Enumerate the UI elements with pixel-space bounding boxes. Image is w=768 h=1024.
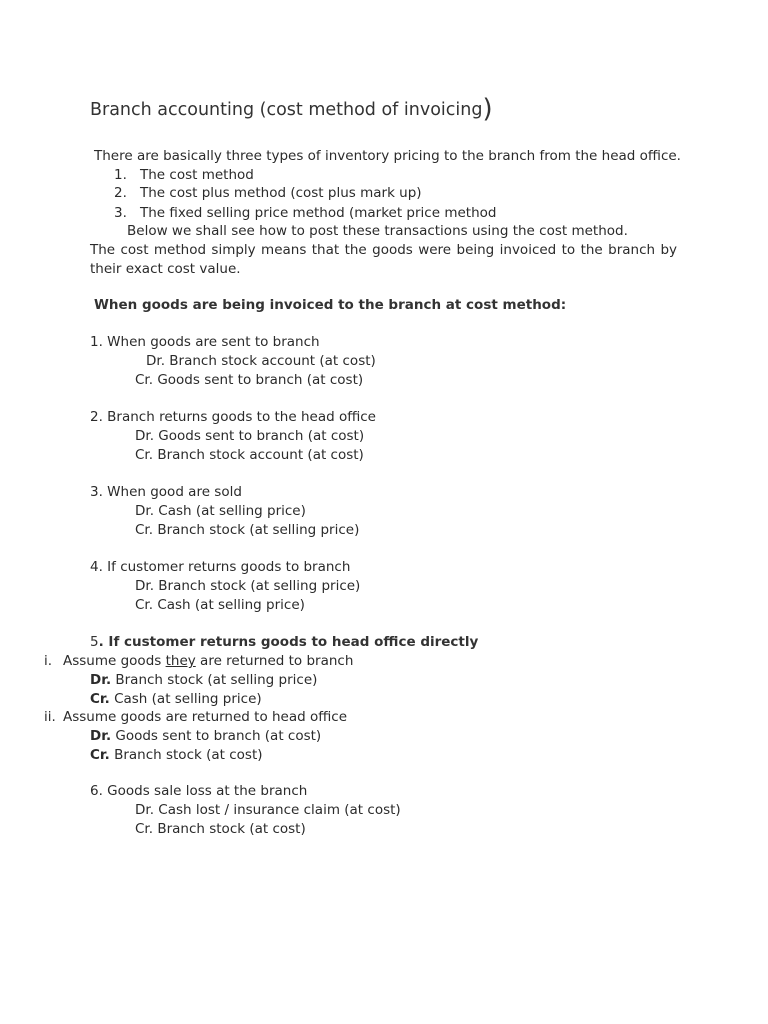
entry-4-title: 4. If customer returns goods to branch [90,559,351,575]
entry-1-debit: Dr. Branch stock account (at cost) [146,353,376,369]
entry-2-credit: Cr. Branch stock account (at cost) [135,447,364,463]
case-i-text-pre: Assume goods [63,653,166,669]
entry-2-title: 2. Branch returns goods to the head office [90,409,376,425]
entry-1-title: 1. When goods are sent to branch [90,334,320,350]
case-i-text-underlined: they [165,653,196,669]
case-i-text-post: are returned to branch [195,653,354,669]
case-i-credit-text: Cash (at selling price) [109,691,262,707]
case-ii-text: Assume goods are returned to head office [63,709,348,725]
pricing-method-3-text: The fixed selling price method (market price method [140,205,497,221]
case-ii-debit [90,727,321,745]
entry-3-credit: Cr. Branch stock (at selling price) [135,522,360,538]
case-ii-credit-label: Cr. [90,747,110,763]
cost-method-description-line2: their exact cost value. [90,261,241,277]
case-ii-marker: ii. [44,709,56,725]
case-ii-debit-text: Goods sent to branch (at cost) [111,728,322,744]
below-note: Below we shall see how to post these transactions using the cost method. [127,223,628,239]
entry-4-debit: Dr. Branch stock (at selling price) [135,578,361,594]
case-i-credit [90,690,262,708]
intro-paragraph: There are basically three types of inventory pricing to the branch from the head office. [94,148,681,164]
case-i-debit [90,671,317,689]
pricing-method-2-text: The cost plus method (cost plus mark up) [140,185,422,201]
entry-5-title [90,633,478,651]
entry-6-debit: Dr. Cash lost / insurance claim (at cost) [135,802,401,818]
case-i-debit-text: Branch stock (at selling price) [111,672,318,688]
entry-3-title: 3. When good are sold [90,484,242,500]
cost-method-description-line1: The cost method simply means that the goods were being invoiced to the branch by [90,242,677,258]
entry-6-credit: Cr. Branch stock (at cost) [135,821,306,837]
entry-3-debit: Dr. Cash (at selling price) [135,503,306,519]
page-title [90,94,493,124]
case-ii-credit [90,746,263,764]
pricing-method-3-num: 3. [114,205,127,221]
case-i-debit-label: Dr. [90,672,112,688]
case-i-marker: i. [44,653,53,669]
entry-4-credit: Cr. Cash (at selling price) [135,597,305,613]
entry-5-title-text: . If customer returns goods to head office directly [98,634,479,650]
case-ii-debit-label: Dr. [90,728,112,744]
page-title-paren: ) [482,94,493,124]
case-i-credit-label: Cr. [90,691,110,707]
pricing-method-2-num: 2. [114,185,127,201]
pricing-method-1-text: The cost method [140,167,254,183]
pricing-method-1-num: 1. [114,167,127,183]
section-heading: When goods are being invoiced to the branch at cost method: [94,297,567,313]
entry-5-number: 5 [90,634,99,650]
case-i-text [63,652,353,670]
page-title-text: Branch accounting (cost method of invoicing [90,100,483,120]
entry-2-debit: Dr. Goods sent to branch (at cost) [135,428,365,444]
entry-1-credit: Cr. Goods sent to branch (at cost) [135,372,364,388]
case-ii-credit-text: Branch stock (at cost) [109,747,263,763]
entry-6-title: 6. Goods sale loss at the branch [90,783,308,799]
